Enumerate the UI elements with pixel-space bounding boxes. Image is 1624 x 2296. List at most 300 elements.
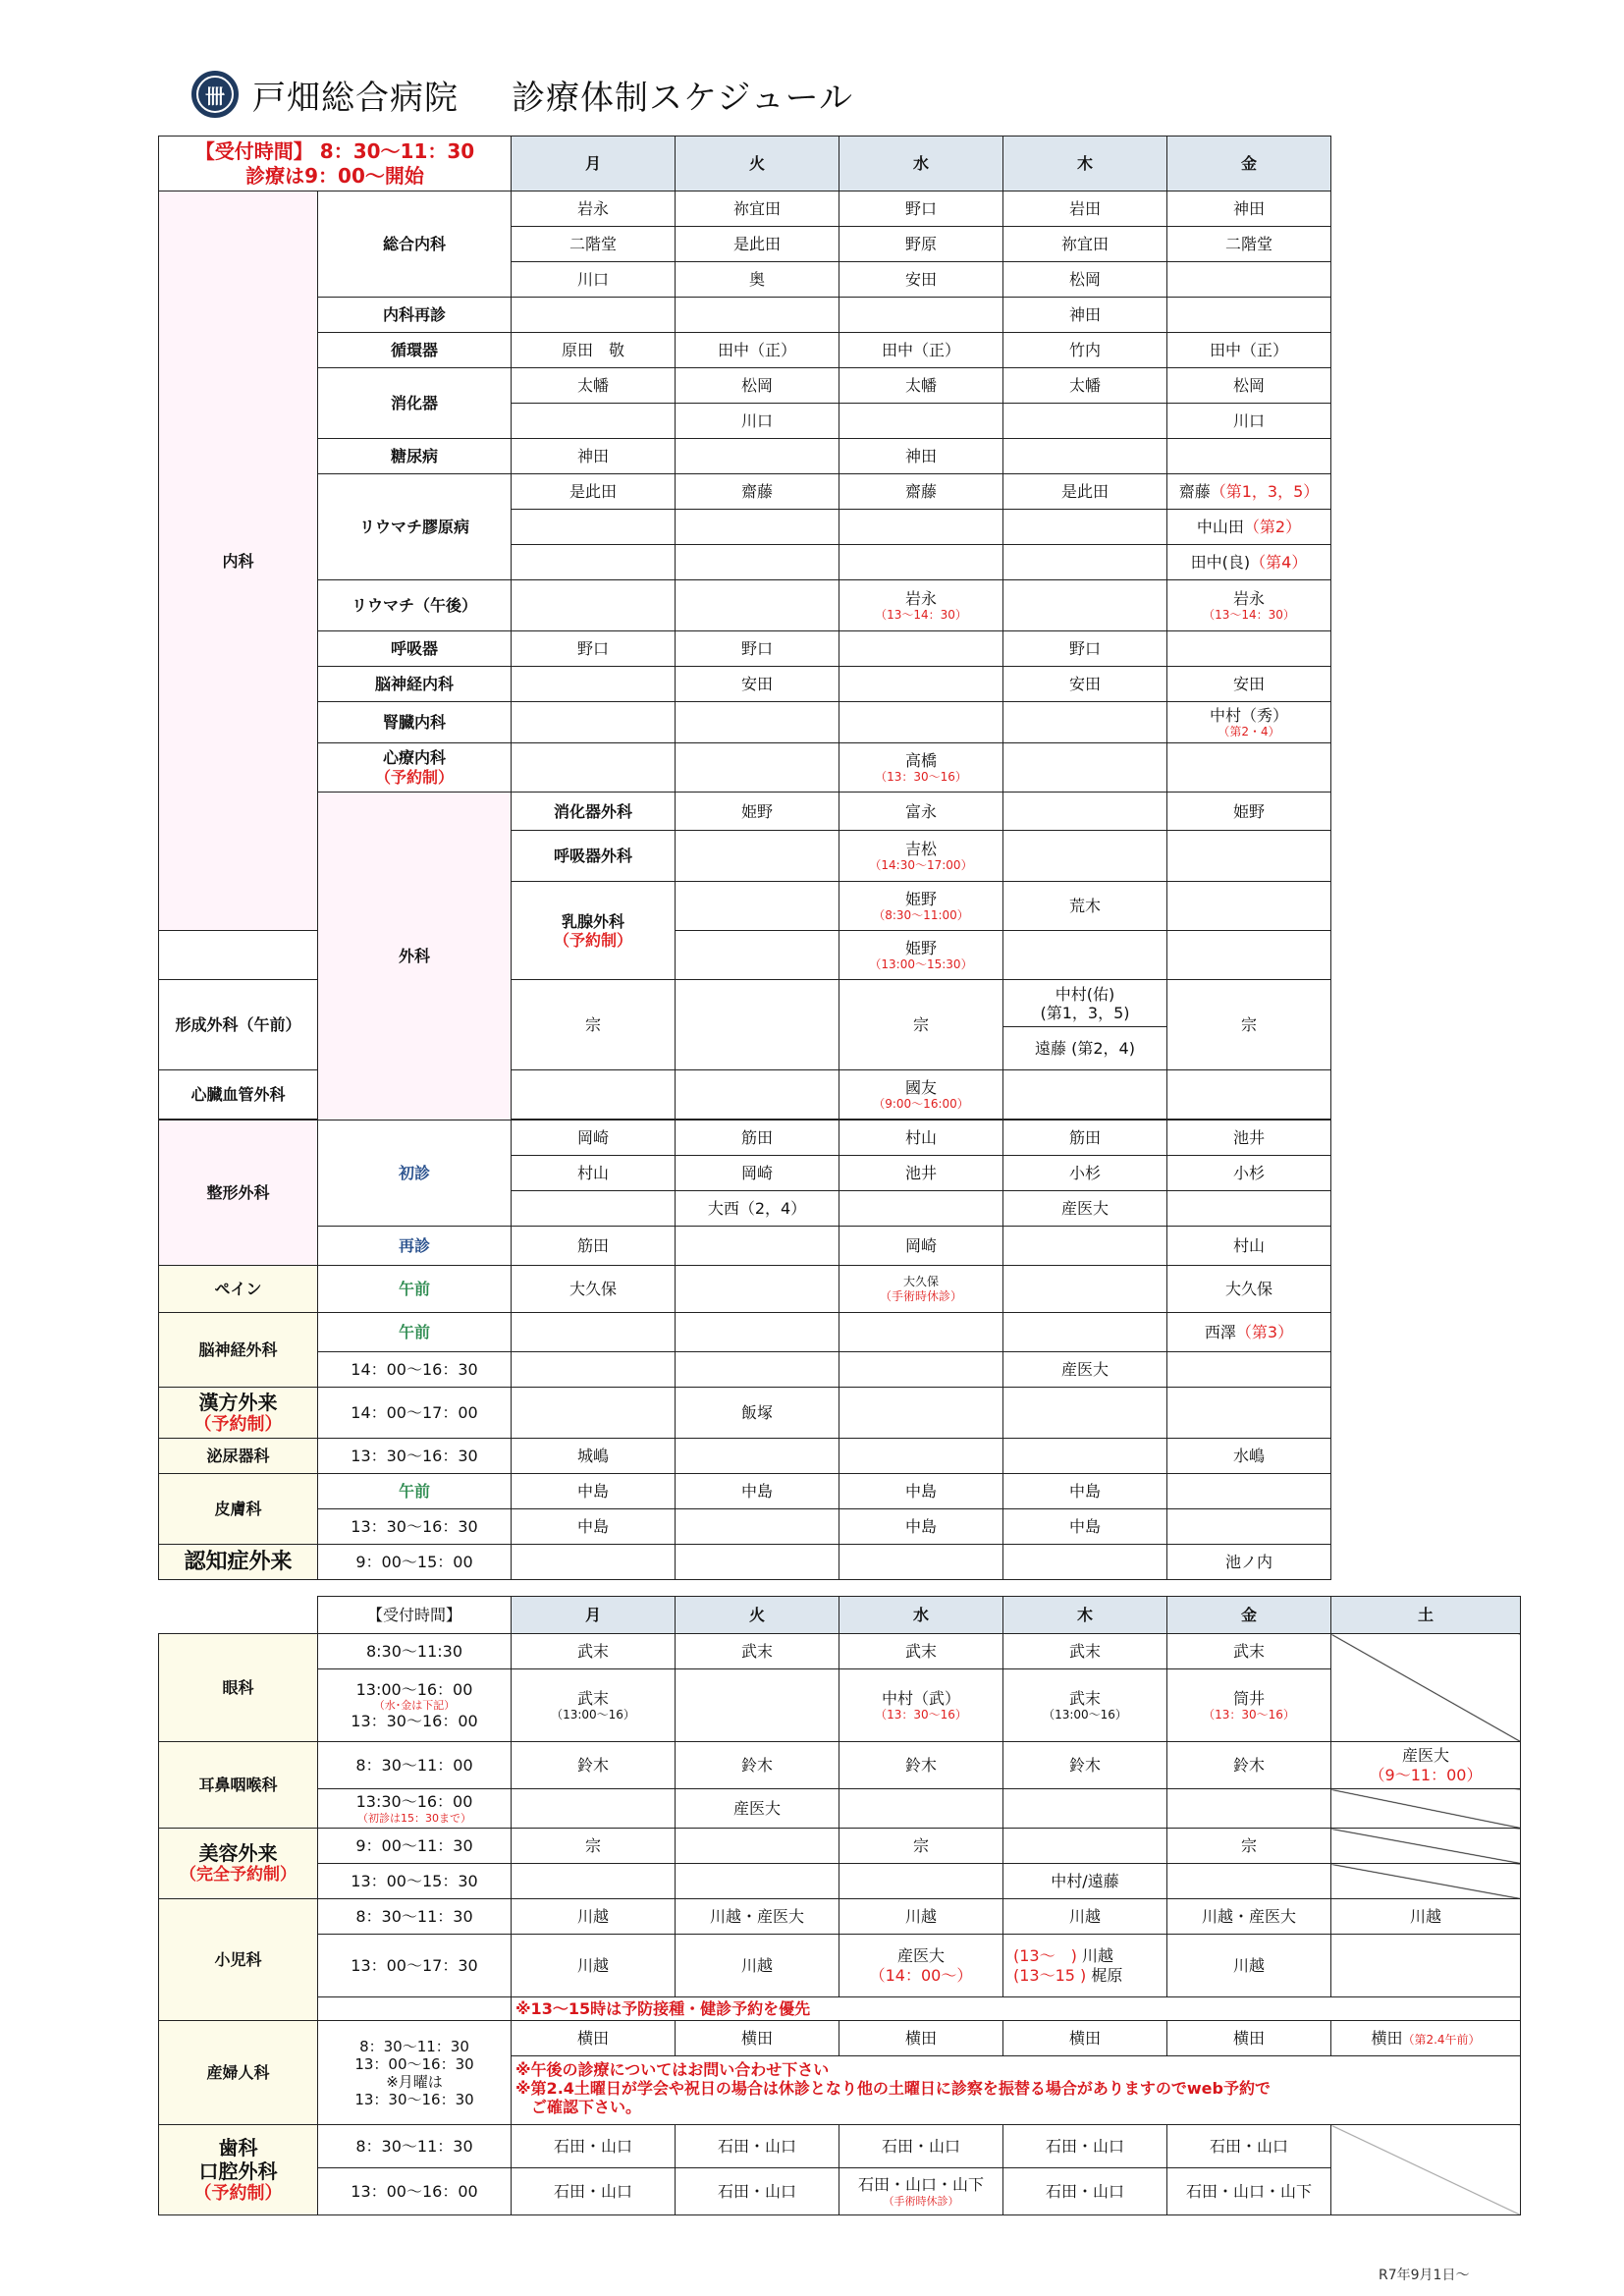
cell: 二階堂 bbox=[1167, 227, 1331, 262]
cell bbox=[839, 1439, 1003, 1474]
cell: 小杉 bbox=[1167, 1156, 1331, 1191]
cell: 安田 bbox=[676, 667, 839, 702]
cell: 祢宜田 bbox=[676, 191, 839, 227]
dept-shika: 歯科 口腔外科 （予約制） bbox=[159, 2125, 318, 2215]
table-row bbox=[159, 1352, 1331, 1388]
dept-pain: ペイン bbox=[159, 1266, 318, 1313]
cell: 齋藤 bbox=[839, 474, 1003, 510]
cell bbox=[1167, 1509, 1331, 1545]
cell: 村山 bbox=[1167, 1227, 1331, 1266]
cell: 城嶋 bbox=[512, 1439, 676, 1474]
cell: 産医大 （9～11：00） bbox=[1331, 1742, 1521, 1789]
cell bbox=[676, 1352, 839, 1388]
table-row bbox=[159, 631, 1331, 667]
cell: 宗 bbox=[839, 980, 1003, 1070]
subdept-label: 再診 bbox=[318, 1227, 512, 1266]
dept-biyo: 美容外来 （完全予約制） bbox=[159, 1829, 318, 1899]
cell bbox=[1331, 1935, 1521, 1997]
cell: 池井 bbox=[1167, 1121, 1331, 1156]
cell: 鈴木 bbox=[1167, 1742, 1331, 1789]
cell: 是此田 bbox=[1003, 474, 1167, 510]
cell bbox=[676, 1864, 839, 1899]
subdept-label: 心臓血管外科 bbox=[159, 1070, 318, 1120]
cell: 中村(佑) (第1，3，5) bbox=[1003, 980, 1167, 1027]
cell bbox=[1167, 1070, 1331, 1120]
cell: 川口 bbox=[676, 404, 839, 439]
table-row bbox=[159, 1439, 1331, 1474]
reception-hours: 【受付時間】 8：30～11：30 診療は9：00～開始 bbox=[159, 137, 512, 191]
dept-naika: 内科 bbox=[159, 191, 318, 931]
cell: 産医大 bbox=[1003, 1191, 1167, 1227]
cell: 村山 bbox=[512, 1156, 676, 1191]
subdept-label: 消化器外科 bbox=[512, 793, 676, 831]
cell: 飯塚 bbox=[676, 1388, 839, 1439]
day-header: 木 bbox=[1003, 1597, 1167, 1634]
page-header bbox=[191, 67, 853, 122]
cell bbox=[318, 1997, 512, 2021]
subdept-label: 内科再診 bbox=[318, 298, 512, 333]
cell: 姫野 bbox=[1167, 793, 1331, 831]
cell: 姫野 bbox=[676, 793, 839, 831]
cell bbox=[1003, 1439, 1167, 1474]
cell: 中山田（第2） bbox=[1167, 510, 1331, 545]
cell: 西澤（第3） bbox=[1167, 1313, 1331, 1352]
table-row bbox=[159, 1313, 1331, 1352]
cell bbox=[512, 404, 676, 439]
time-label: 14：00～16：30 bbox=[318, 1352, 512, 1388]
table-row bbox=[159, 1474, 1331, 1509]
cell: 神田 bbox=[512, 439, 676, 474]
cell bbox=[676, 831, 839, 882]
cell bbox=[512, 1545, 676, 1580]
cell bbox=[159, 931, 318, 980]
time-label: 13:00～16：00 （水･金は下記） 13：30～16：00 bbox=[318, 1669, 512, 1742]
time-label: 8：30～11：30 bbox=[318, 1899, 512, 1935]
cell: 横田 bbox=[1003, 2021, 1167, 2056]
subdept-label: 形成外科（午前） bbox=[159, 980, 318, 1070]
cell: 産医大 bbox=[1003, 1352, 1167, 1388]
cell: 大久保 bbox=[512, 1266, 676, 1313]
cell bbox=[1167, 1352, 1331, 1388]
cell bbox=[1167, 262, 1331, 298]
day-header: 水 bbox=[839, 1597, 1003, 1634]
shoni-note: ※13～15時は予防接種・健診予約を優先 bbox=[512, 1997, 1521, 2021]
cell bbox=[676, 743, 839, 793]
cell: 安田 bbox=[839, 262, 1003, 298]
cell: 横田 bbox=[1167, 2021, 1331, 2056]
time-label: 9：00～11：30 bbox=[318, 1829, 512, 1864]
cell bbox=[839, 1545, 1003, 1580]
cell: 松岡 bbox=[676, 368, 839, 404]
cell: 中島 bbox=[512, 1474, 676, 1509]
cell: 太幡 bbox=[512, 368, 676, 404]
cell: 筋田 bbox=[676, 1121, 839, 1156]
cell: 川越 bbox=[676, 1935, 839, 1997]
cell: 鈴木 bbox=[839, 1742, 1003, 1789]
cell: 岩永 bbox=[512, 191, 676, 227]
subdept-label: 脳神経内科 bbox=[318, 667, 512, 702]
hospital-name: 戸畑総合病院 bbox=[252, 78, 459, 118]
time-label: 午前 bbox=[318, 1266, 512, 1313]
cell: 岩永 （13～14：30） bbox=[1167, 580, 1331, 631]
cell: 中島 bbox=[839, 1474, 1003, 1509]
day-header: 金 bbox=[1167, 1597, 1331, 1634]
cell bbox=[676, 882, 839, 931]
cell: 富永 bbox=[839, 793, 1003, 831]
time-label: 13：00～15：30 bbox=[318, 1864, 512, 1899]
table-row bbox=[159, 1227, 1331, 1266]
time-label: 9：00～15：00 bbox=[318, 1545, 512, 1580]
time-label: 14：00～17：00 bbox=[318, 1388, 512, 1439]
cell: 武末 （13:00～16） bbox=[1003, 1669, 1167, 1742]
time-label: 13：30～16：30 bbox=[318, 1439, 512, 1474]
revision-date: R7年9月1日～ bbox=[1379, 2268, 1470, 2283]
table-row bbox=[159, 2168, 1521, 2215]
cell: 田中（正） bbox=[839, 333, 1003, 368]
cell bbox=[839, 1864, 1003, 1899]
cell: 川越 bbox=[1167, 1935, 1331, 1997]
cell: 野口 bbox=[512, 631, 676, 667]
sanfujin-notes: ※午後の診療についてはお問い合わせ下さい ※第2.4土曜日が学会や祝日の場合は休診となり他の土曜日に診察を振替る場合がありますのでweb予約で ご確認下さい。 bbox=[512, 2056, 1521, 2125]
table-row bbox=[159, 1669, 1521, 1742]
time-label: 午前 bbox=[318, 1474, 512, 1509]
cell bbox=[839, 298, 1003, 333]
cell bbox=[676, 439, 839, 474]
schedule-title: 診療体制スケジュール bbox=[512, 78, 853, 118]
cell: 石田・山口 bbox=[1167, 2125, 1331, 2168]
closed-cell bbox=[1331, 1829, 1521, 1864]
hospital-logo: 卌 bbox=[191, 71, 239, 118]
cell bbox=[676, 1227, 839, 1266]
cell: 神田 bbox=[1003, 298, 1167, 333]
day-header: 火 bbox=[676, 137, 839, 191]
dept-geka: 外科 bbox=[318, 793, 512, 1121]
cell bbox=[676, 1266, 839, 1313]
cell bbox=[1003, 1829, 1167, 1864]
cell bbox=[1003, 545, 1167, 580]
table-row bbox=[159, 1742, 1521, 1789]
table-row bbox=[159, 2125, 1521, 2168]
cell: 安田 bbox=[1167, 667, 1331, 702]
dept-seikei: 整形外科 bbox=[159, 1121, 318, 1266]
schedule-table-upper bbox=[158, 136, 1331, 1580]
cell bbox=[512, 1191, 676, 1227]
dept-sanfujin: 産婦人科 bbox=[159, 2021, 318, 2125]
closed-cell bbox=[1331, 1789, 1521, 1829]
lower-header-row bbox=[159, 1597, 1521, 1634]
cell bbox=[512, 298, 676, 333]
cell bbox=[676, 1545, 839, 1580]
cell: 横田 bbox=[839, 2021, 1003, 2056]
time-label: 8：30～11：00 bbox=[318, 1742, 512, 1789]
cell: 村山 bbox=[839, 1121, 1003, 1156]
cell bbox=[1167, 1474, 1331, 1509]
cell: 祢宜田 bbox=[1003, 227, 1167, 262]
table-row bbox=[159, 1829, 1521, 1864]
cell: 武末 （13:00～16） bbox=[512, 1669, 676, 1742]
table-row bbox=[159, 1634, 1521, 1669]
cell bbox=[676, 1439, 839, 1474]
cell bbox=[1003, 1070, 1167, 1120]
cell bbox=[1003, 1266, 1167, 1313]
cell: 是此田 bbox=[676, 227, 839, 262]
cell bbox=[676, 1070, 839, 1120]
table-row bbox=[159, 1864, 1521, 1899]
day-header: 月 bbox=[512, 137, 676, 191]
cell: 齋藤 bbox=[676, 474, 839, 510]
cell bbox=[676, 1829, 839, 1864]
cell: 奥 bbox=[676, 262, 839, 298]
cell bbox=[1167, 631, 1331, 667]
subdept-label: 初診 bbox=[318, 1121, 512, 1227]
table-row bbox=[159, 2021, 1521, 2056]
cell bbox=[1167, 1789, 1331, 1829]
table-row bbox=[159, 793, 1331, 831]
time-label: 13:30～16：00 （初診は15：30まで） bbox=[318, 1789, 512, 1829]
cell: 石田・山口 bbox=[676, 2125, 839, 2168]
cell: 野口 bbox=[676, 631, 839, 667]
cell: 宗 bbox=[1167, 1829, 1331, 1864]
day-header: 水 bbox=[839, 137, 1003, 191]
cell bbox=[1167, 831, 1331, 882]
dept-shoni: 小児科 bbox=[159, 1899, 318, 2021]
cell: 神田 bbox=[839, 439, 1003, 474]
dept-kampo: 漢方外来 （予約制） bbox=[159, 1388, 318, 1439]
cell: 鈴木 bbox=[1003, 1742, 1167, 1789]
cell: 國友 （9:00～16:00） bbox=[839, 1070, 1003, 1120]
subdept-label: リウマチ（午後） bbox=[318, 580, 512, 631]
cell bbox=[1003, 1388, 1167, 1439]
table-row bbox=[159, 333, 1331, 368]
time-label: 13：30～16：30 bbox=[318, 1509, 512, 1545]
time-label: 13：00～16：00 bbox=[318, 2168, 512, 2215]
cell: 池ノ内 bbox=[1167, 1545, 1331, 1580]
table-row bbox=[159, 702, 1331, 743]
time-label: 8:30～11:30 bbox=[318, 1634, 512, 1669]
time-label: 13：00～17：30 bbox=[318, 1935, 512, 1997]
cell: 横田 bbox=[676, 2021, 839, 2056]
cell: 岡崎 bbox=[676, 1156, 839, 1191]
cell: 武末 bbox=[676, 1634, 839, 1669]
cell: 大西（2，4） bbox=[676, 1191, 839, 1227]
table-row bbox=[159, 1789, 1521, 1829]
table-row bbox=[159, 743, 1331, 793]
cell bbox=[676, 702, 839, 743]
cell bbox=[512, 545, 676, 580]
cell: 太幡 bbox=[839, 368, 1003, 404]
cell bbox=[1003, 793, 1167, 831]
cell: 石田・山口 bbox=[512, 2125, 676, 2168]
cell: 姫野 （13:00～15:30） bbox=[839, 931, 1003, 980]
cell: (13～ ) 川越 (13～15 ) 梶原 bbox=[1003, 1935, 1167, 1997]
cell bbox=[1167, 882, 1331, 931]
cell: 岡崎 bbox=[512, 1121, 676, 1156]
cell: 石田・山口・山下 bbox=[1167, 2168, 1331, 2215]
cell bbox=[512, 702, 676, 743]
cell: 池井 bbox=[839, 1156, 1003, 1191]
cell: 高橋 （13：30～16） bbox=[839, 743, 1003, 793]
cell bbox=[839, 1352, 1003, 1388]
cell: 野口 bbox=[1003, 631, 1167, 667]
cell: 太幡 bbox=[1003, 368, 1167, 404]
cell bbox=[676, 1509, 839, 1545]
cell: 武末 bbox=[839, 1634, 1003, 1669]
dept-hinyoki: 泌尿器科 bbox=[159, 1439, 318, 1474]
cell bbox=[839, 545, 1003, 580]
cell bbox=[676, 298, 839, 333]
cell bbox=[512, 743, 676, 793]
cell: 田中(良)（第4） bbox=[1167, 545, 1331, 580]
cell: 川越 bbox=[512, 1935, 676, 1997]
table-row bbox=[159, 439, 1331, 474]
cell bbox=[1167, 1191, 1331, 1227]
cell: 神田 bbox=[1167, 191, 1331, 227]
cell bbox=[512, 1313, 676, 1352]
cell bbox=[839, 702, 1003, 743]
dept-ninchisho: 認知症外来 bbox=[159, 1545, 318, 1580]
table-row bbox=[159, 580, 1331, 631]
cell: 田中（正） bbox=[676, 333, 839, 368]
cell: 安田 bbox=[1003, 667, 1167, 702]
cell: 岩永 （13～14：30） bbox=[839, 580, 1003, 631]
reception-label: 【受付時間】 bbox=[318, 1597, 512, 1634]
cell bbox=[676, 510, 839, 545]
cell: 横田（第2.4午前） bbox=[1331, 2021, 1521, 2056]
cell: 産医大 bbox=[676, 1789, 839, 1829]
cell bbox=[1003, 404, 1167, 439]
cell: 川越・産医大 bbox=[676, 1899, 839, 1935]
day-header: 金 bbox=[1167, 137, 1331, 191]
subdept-label: 呼吸器 bbox=[318, 631, 512, 667]
day-header: 火 bbox=[676, 1597, 839, 1634]
cell: 是此田 bbox=[512, 474, 676, 510]
closed-cell bbox=[1331, 1634, 1521, 1742]
cell: 中村（秀） （第2・4） bbox=[1167, 702, 1331, 743]
cell bbox=[676, 545, 839, 580]
dept-ganka: 眼科 bbox=[159, 1634, 318, 1742]
cell bbox=[676, 1313, 839, 1352]
subdept-label: 乳腺外科 （予約制） bbox=[512, 882, 676, 980]
cell: 筒井 （13：30～16） bbox=[1167, 1669, 1331, 1742]
cell: 川越 bbox=[512, 1899, 676, 1935]
cell: 松岡 bbox=[1167, 368, 1331, 404]
cell: 川越 bbox=[1331, 1899, 1521, 1935]
cell bbox=[839, 1388, 1003, 1439]
cell bbox=[1003, 580, 1167, 631]
dept-jibi: 耳鼻咽喉科 bbox=[159, 1742, 318, 1829]
table-row bbox=[159, 1266, 1331, 1313]
schedule-table-lower bbox=[158, 1596, 1521, 2215]
cell: 中村/遠藤 bbox=[1003, 1864, 1167, 1899]
table-row bbox=[159, 1997, 1521, 2021]
cell: 川越 bbox=[839, 1899, 1003, 1935]
time-label: 午前 bbox=[318, 1313, 512, 1352]
cell: 中島 bbox=[1003, 1509, 1167, 1545]
cell: 中島 bbox=[676, 1474, 839, 1509]
cell bbox=[839, 404, 1003, 439]
blank-cell bbox=[159, 1597, 318, 1634]
cell: 中村（武） （13：30～16） bbox=[839, 1669, 1003, 1742]
subdept-label: 総合内科 bbox=[318, 191, 512, 298]
cell: 横田 bbox=[512, 2021, 676, 2056]
table-row bbox=[159, 1121, 1331, 1156]
cell bbox=[1003, 1227, 1167, 1266]
cell: 川越・産医大 bbox=[1167, 1899, 1331, 1935]
cell bbox=[1167, 1864, 1331, 1899]
cell: 武末 bbox=[1003, 1634, 1167, 1669]
cell bbox=[512, 510, 676, 545]
closed-cell bbox=[1331, 2125, 1521, 2215]
cell: 二階堂 bbox=[512, 227, 676, 262]
cell bbox=[676, 980, 839, 1070]
cell: 川越 bbox=[1003, 1899, 1167, 1935]
time-label: 8：30～11：30 13：00～16：30 ※月曜は 13：30～16：30 bbox=[318, 2021, 512, 2125]
time-label: 8：30～11：30 bbox=[318, 2125, 512, 2168]
cell bbox=[512, 1388, 676, 1439]
cell bbox=[1003, 1789, 1167, 1829]
table-row bbox=[159, 1935, 1521, 1997]
subdept-label: 腎臓内科 bbox=[318, 702, 512, 743]
cell: 遠藤 (第2，4) bbox=[1003, 1027, 1167, 1070]
cell: 宗 bbox=[1167, 980, 1331, 1070]
cell bbox=[1167, 931, 1331, 980]
cell: 岡崎 bbox=[839, 1227, 1003, 1266]
cell: 産医大 （14：00～） bbox=[839, 1935, 1003, 1997]
cell: 齋藤（第1，3，5） bbox=[1167, 474, 1331, 510]
day-header: 木 bbox=[1003, 137, 1167, 191]
cell bbox=[512, 667, 676, 702]
cell bbox=[676, 931, 839, 980]
cell bbox=[1003, 439, 1167, 474]
cell: 筋田 bbox=[1003, 1121, 1167, 1156]
subdept-label: 心療内科 （予約制） bbox=[318, 743, 512, 793]
subdept-label: 糖尿病 bbox=[318, 439, 512, 474]
cell: 石田・山口・山下 （手術時休診） bbox=[839, 2168, 1003, 2215]
cell: 武末 bbox=[1167, 1634, 1331, 1669]
table-row bbox=[159, 368, 1331, 404]
cell: 岩田 bbox=[1003, 191, 1167, 227]
cell: 中島 bbox=[1003, 1474, 1167, 1509]
table-row bbox=[159, 298, 1331, 333]
cell: 竹内 bbox=[1003, 333, 1167, 368]
cell: 小杉 bbox=[1003, 1156, 1167, 1191]
cell: 石田・山口 bbox=[676, 2168, 839, 2215]
cell bbox=[1003, 831, 1167, 882]
cell: 野口 bbox=[839, 191, 1003, 227]
cell: 川口 bbox=[512, 262, 676, 298]
cell: 松岡 bbox=[1003, 262, 1167, 298]
table-row bbox=[159, 474, 1331, 510]
cell: 鈴木 bbox=[676, 1742, 839, 1789]
cell bbox=[512, 580, 676, 631]
table-row bbox=[159, 1388, 1331, 1439]
cell: 石田・山口 bbox=[512, 2168, 676, 2215]
cell: 宗 bbox=[512, 1829, 676, 1864]
cell bbox=[839, 1313, 1003, 1352]
cell bbox=[512, 1352, 676, 1388]
cell: 武末 bbox=[512, 1634, 676, 1669]
subdept-label: 循環器 bbox=[318, 333, 512, 368]
cell: 鈴木 bbox=[512, 1742, 676, 1789]
cell: 姫野 （8:30～11:00） bbox=[839, 882, 1003, 931]
cell bbox=[839, 1789, 1003, 1829]
cell bbox=[1003, 1313, 1167, 1352]
closed-cell bbox=[1331, 1864, 1521, 1899]
table-row bbox=[159, 1899, 1521, 1935]
cell: 中島 bbox=[839, 1509, 1003, 1545]
table-row bbox=[159, 667, 1331, 702]
cell: 石田・山口 bbox=[1003, 2168, 1167, 2215]
